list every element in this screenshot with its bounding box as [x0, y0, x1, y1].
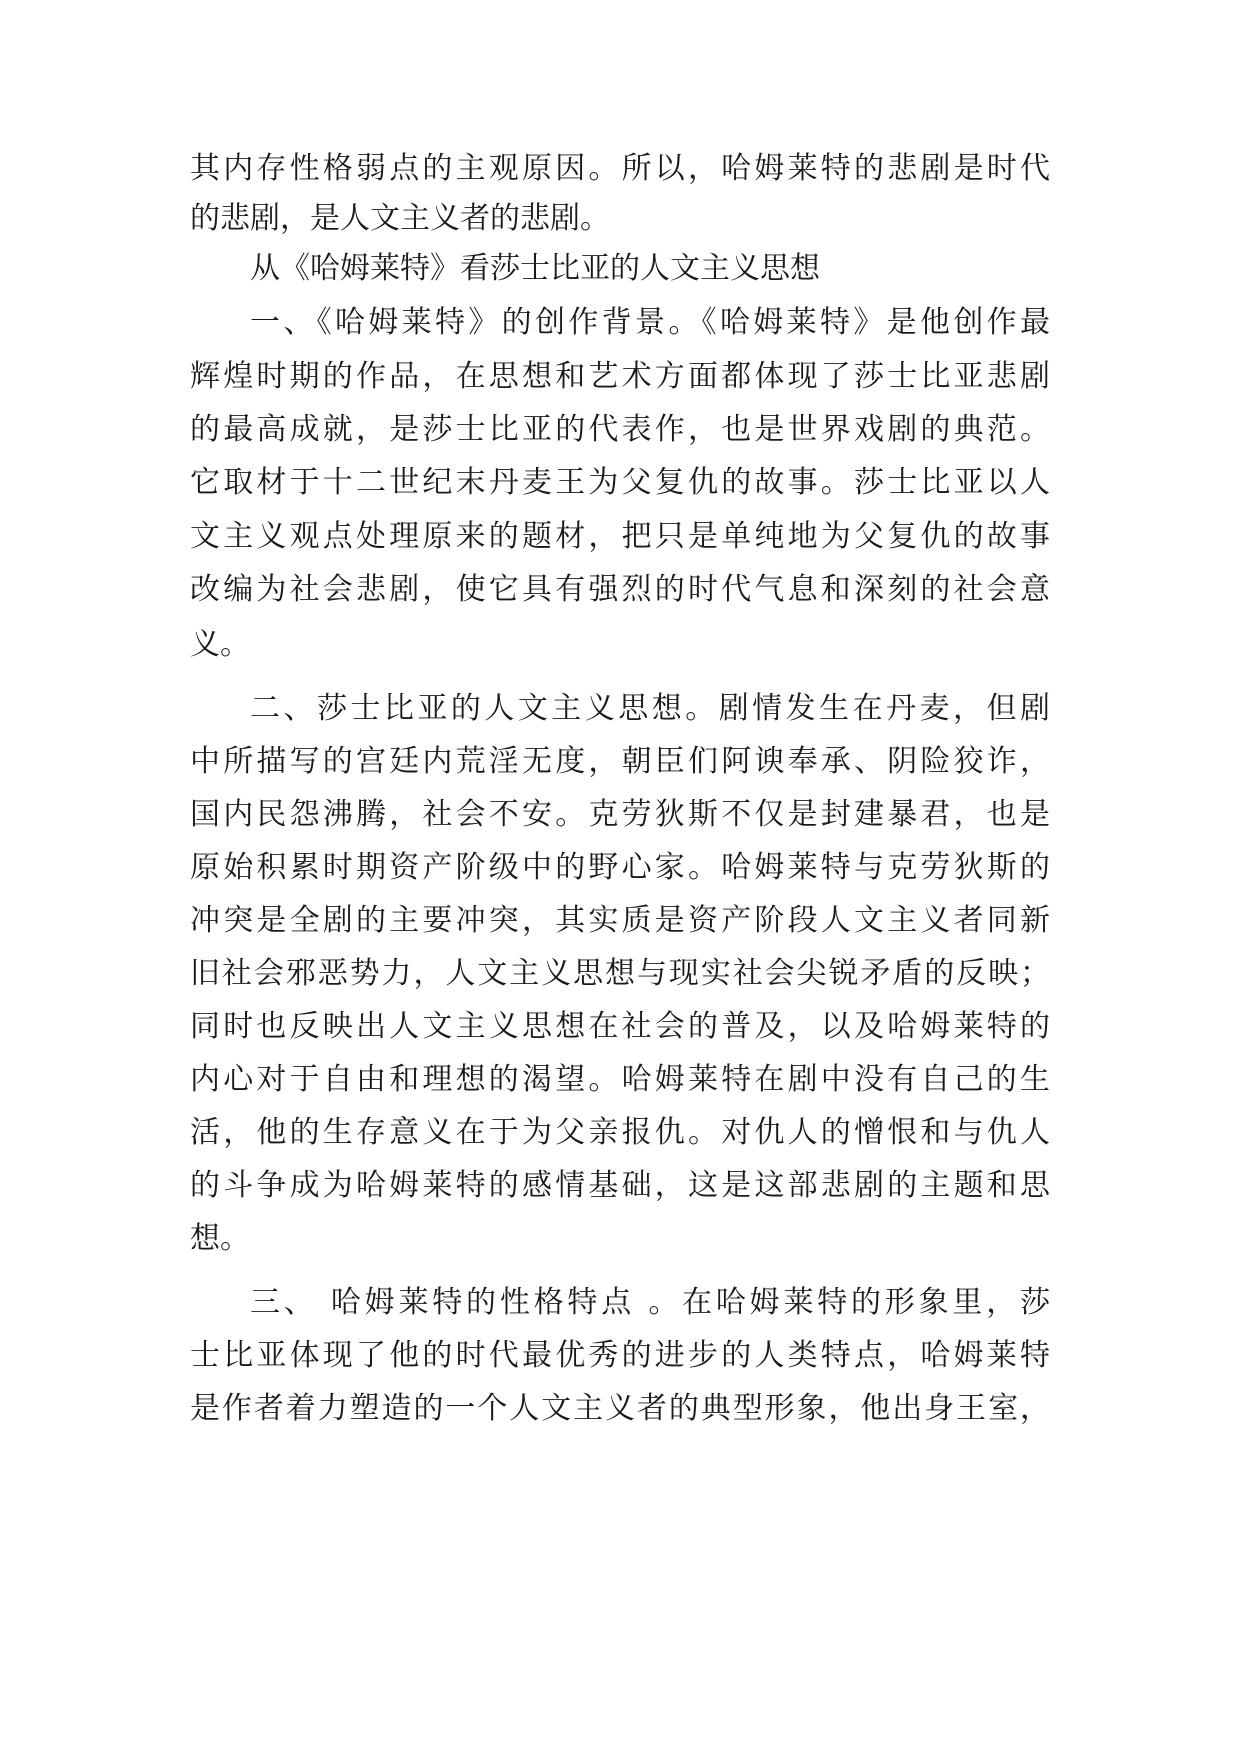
text-line: 的悲剧，是人文主义者的悲剧。: [190, 201, 610, 236]
text-line: 三、 哈姆莱特的性格特点 。在哈姆莱特的形象里，莎: [250, 1285, 1050, 1320]
text-line: 同时也反映出人文主义思想在社会的普及，以及哈姆莱特的: [190, 1009, 1050, 1044]
text-line: 中所描写的宫廷内荒淫无度，朝臣们阿谀奉承、阴险狡诈，: [190, 744, 1050, 779]
text-line: 辉煌时期的作品，在思想和艺术方面都体现了莎士比亚悲剧: [190, 359, 1050, 394]
section-heading: 从《哈姆莱特》看莎士比亚的人文主义思想: [250, 251, 820, 286]
text-line: 旧社会邪恶势力，人文主义思想与现实社会尖锐矛盾的反映；: [190, 956, 1050, 991]
text-line: 二、莎士比亚的人文主义思想。剧情发生在丹麦，但剧: [250, 691, 1050, 726]
text-line: 文主义观点处理原来的题材，把只是单纯地为父复仇的故事: [190, 519, 1050, 554]
text-line: 冲突是全剧的主要冲突，其实质是资产阶段人文主义者同新: [190, 903, 1050, 938]
text-line: 的最高成就，是莎士比亚的代表作，也是世界戏剧的典范。: [190, 412, 1050, 447]
text-line: 改编为社会悲剧，使它具有强烈的时代气息和深刻的社会意: [190, 572, 1050, 607]
text-line: 的斗争成为哈姆莱特的感情基础，这是这部悲剧的主题和思: [190, 1168, 1050, 1203]
text-line: 它取材于十二世纪末丹麦王为父复仇的故事。莎士比亚以人: [190, 465, 1050, 500]
text-line: 活，他的生存意义在于为父亲报仇。对仇人的憎恨和与仇人: [190, 1115, 1050, 1150]
text-line: 想。: [190, 1221, 250, 1256]
text-line: 义。: [190, 627, 250, 662]
text-line: 内心对于自由和理想的渴望。哈姆莱特在剧中没有自己的生: [190, 1062, 1050, 1097]
text-line: 士比亚体现了他的时代最优秀的进步的人类特点，哈姆莱特: [190, 1338, 1050, 1373]
text-line: 一、《哈姆莱特》的创作背景。《哈姆莱特》是他创作最: [250, 305, 1050, 340]
text-line: 原始积累时期资产阶级中的野心家。哈姆莱特与克劳狄斯的: [190, 850, 1050, 885]
text-line: 是作者着力塑造的一个人文主义者的典型形象，他出身王室，: [190, 1391, 1050, 1426]
text-line: 国内民怨沸腾，社会不安。克劳狄斯不仅是封建暴君，也是: [190, 797, 1050, 832]
text-line: 其内存性格弱点的主观原因。所以，哈姆莱特的悲剧是时代: [190, 151, 1050, 186]
